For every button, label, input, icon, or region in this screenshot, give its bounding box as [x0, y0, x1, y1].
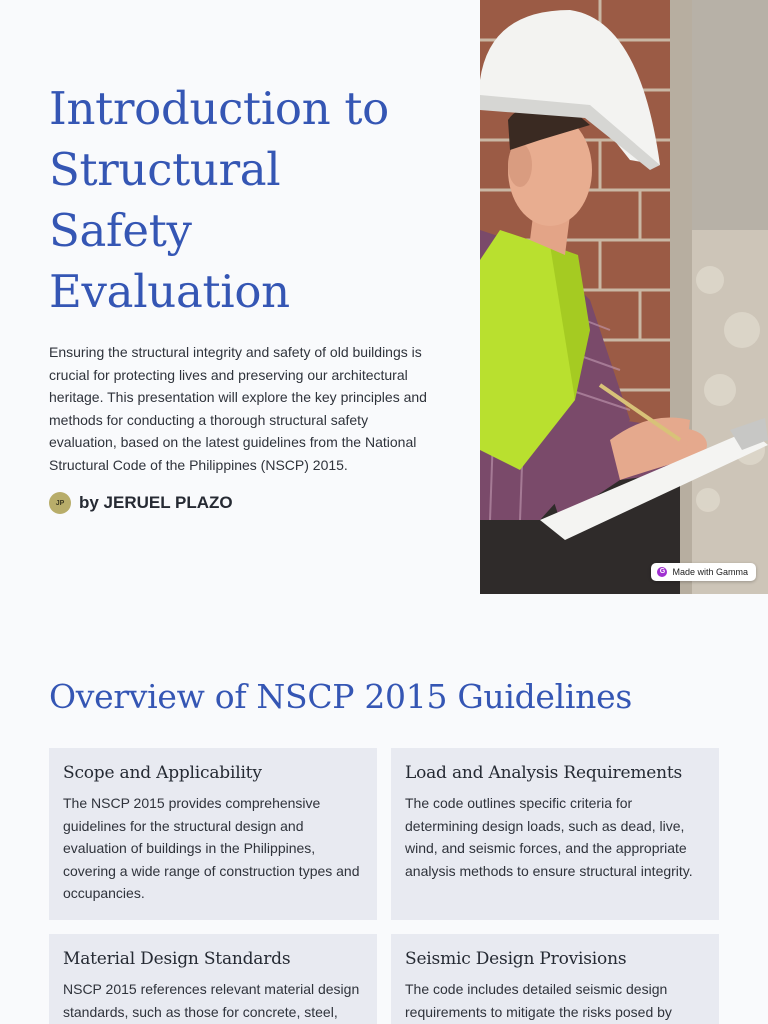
author-byline — [49, 492, 233, 514]
guideline-card — [391, 934, 719, 1024]
hero-title-line: Safety — [49, 204, 192, 257]
hero-intro-text: Ensuring the structural integrity and safety of old buildings is crucial for protecting lives and preserving our architectural heritage. This presentation will explore the key principles and methods for conducting a thorough structural safety evaluation, based on the latest guidelines from the National Structural Code of the Philippines (NSCP) 2015. — [49, 344, 427, 473]
hero-title-line: Introduction to — [49, 82, 389, 135]
card-body: The code includes detailed seismic design requirements to mitigate the risks posed by — [405, 981, 672, 1020]
card-title: Load and Analysis Requirements — [405, 763, 683, 783]
inspector-illustration — [480, 0, 768, 594]
gamma-badge-label: Made with Gamma — [672, 567, 748, 577]
card-body: NSCP 2015 references relevant material design standards, such as those for concrete, steel, — [63, 981, 360, 1020]
card-title: Seismic Design Provisions — [405, 949, 627, 969]
guideline-card — [49, 934, 377, 1024]
avatar: JP — [49, 492, 71, 514]
hero-title-line: Structural — [49, 143, 281, 196]
author-name: by JERUEL PLAZO — [79, 493, 233, 512]
card-body: The NSCP 2015 provides comprehensive guidelines for the structural design and evaluation of buildings in the Philippines, covering a wide range of construction types and occupancies. — [63, 795, 360, 902]
guideline-card — [49, 748, 377, 920]
section-title: Overview of NSCP 2015 Guidelines — [49, 677, 632, 716]
hero-photo — [480, 0, 768, 594]
card-body: The code outlines specific criteria for determining design loads, such as dead, live, wind, and seismic forces, and the appropriate analysis methods to ensure structural integrity. — [405, 795, 693, 879]
hero-title — [49, 78, 449, 322]
hero-title-line: Evaluation — [49, 265, 290, 318]
card-title: Scope and Applicability — [63, 763, 262, 783]
gamma-logo-icon: G — [657, 567, 667, 577]
card-title: Material Design Standards — [63, 949, 291, 969]
made-with-gamma-badge[interactable] — [651, 563, 756, 581]
guideline-card — [391, 748, 719, 920]
